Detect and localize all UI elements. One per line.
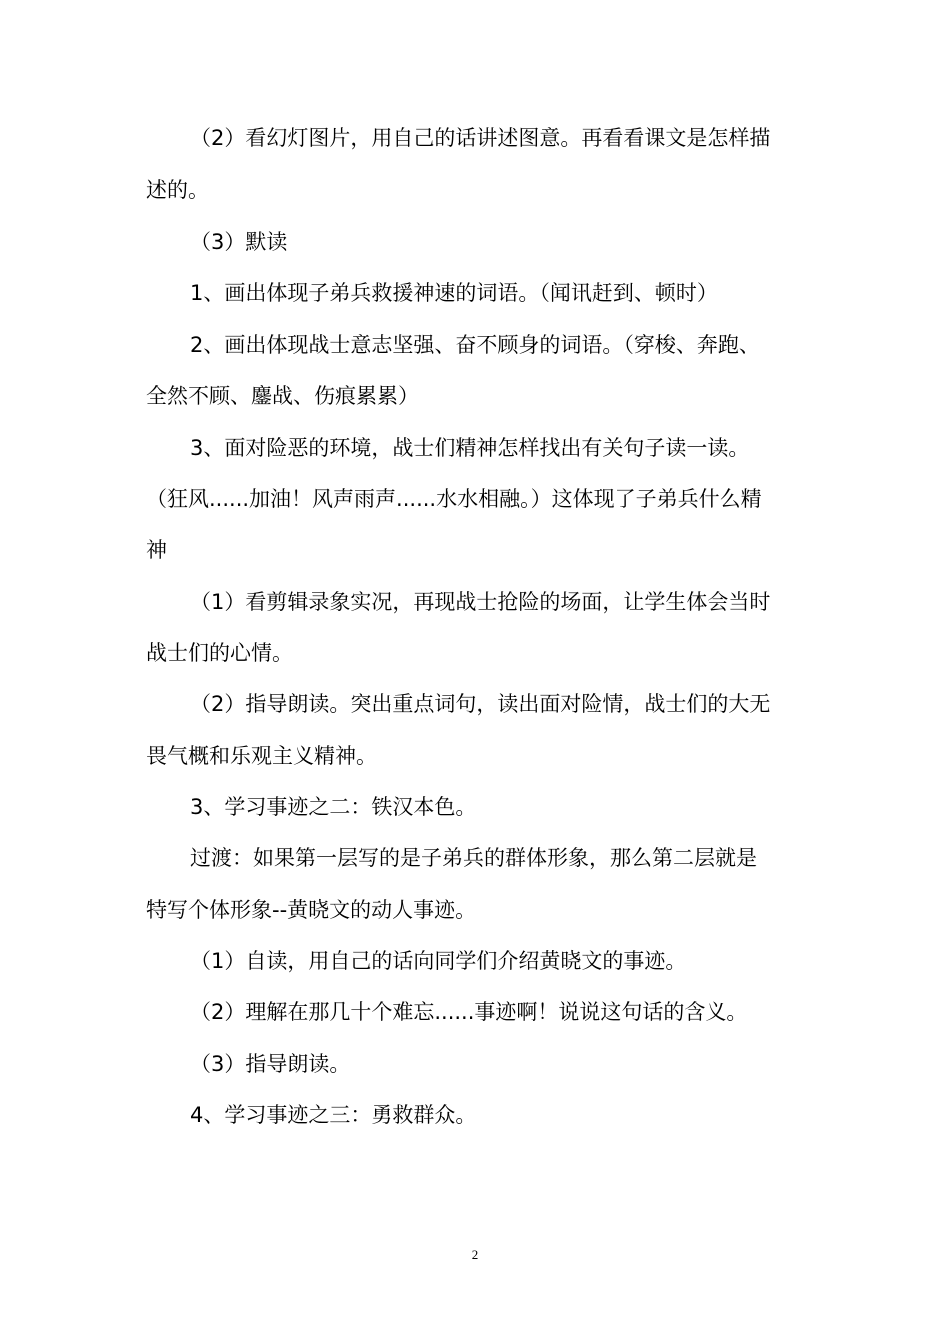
paragraph-line: 特写个体形象--黄晓文的动人事迹。 [146, 898, 477, 922]
paragraph-line: 3、学习事迹之二：铁汉本色。 [190, 795, 477, 819]
paragraph-line: （3）默读 [190, 230, 288, 254]
paragraph-line: 1、画出体现子弟兵救援神速的词语。（闻讯赶到、顿时） [190, 281, 718, 305]
paragraph-line: 全然不顾、鏖战、伤痕累累） [146, 384, 419, 408]
paragraph-line: （狂风......加油！风声雨声......水水相融。）这体现了子弟兵什么精 [146, 487, 762, 511]
paragraph-line: 畏气概和乐观主义精神。 [146, 744, 377, 768]
paragraph-line: 3、面对险恶的环境，战士们精神怎样找出有关句子读一读。 [190, 436, 750, 460]
paragraph-line: 战士们的心情。 [146, 641, 293, 665]
paragraph-line: （2）指导朗读。突出重点词句，读出面对险情，战士们的大无 [190, 692, 771, 716]
paragraph-line: （2）理解在那几十个难忘......事迹啊！说说这句话的含义。 [190, 1000, 748, 1024]
paragraph-line: 述的。 [146, 178, 209, 202]
paragraph-line: 2、画出体现战士意志坚强、奋不顾身的词语。（穿梭、奔跑、 [190, 333, 760, 357]
paragraph-line: （3）指导朗读。 [190, 1052, 351, 1076]
paragraph-line: 神 [146, 538, 167, 562]
paragraph-line: （2）看幻灯图片，用自己的话讲述图意。再看看课文是怎样描 [190, 126, 771, 150]
paragraph-line: （1）看剪辑录象实况，再现战士抢险的场面，让学生体会当时 [190, 590, 771, 614]
paragraph-line: 4、学习事迹之三：勇救群众。 [190, 1103, 477, 1127]
paragraph-line: 过渡：如果第一层写的是子弟兵的群体形象，那么第二层就是 [190, 846, 757, 870]
page-number: 2 [471, 1247, 479, 1262]
paragraph-line: （1）自读，用自己的话向同学们介绍黄晓文的事迹。 [190, 949, 687, 973]
